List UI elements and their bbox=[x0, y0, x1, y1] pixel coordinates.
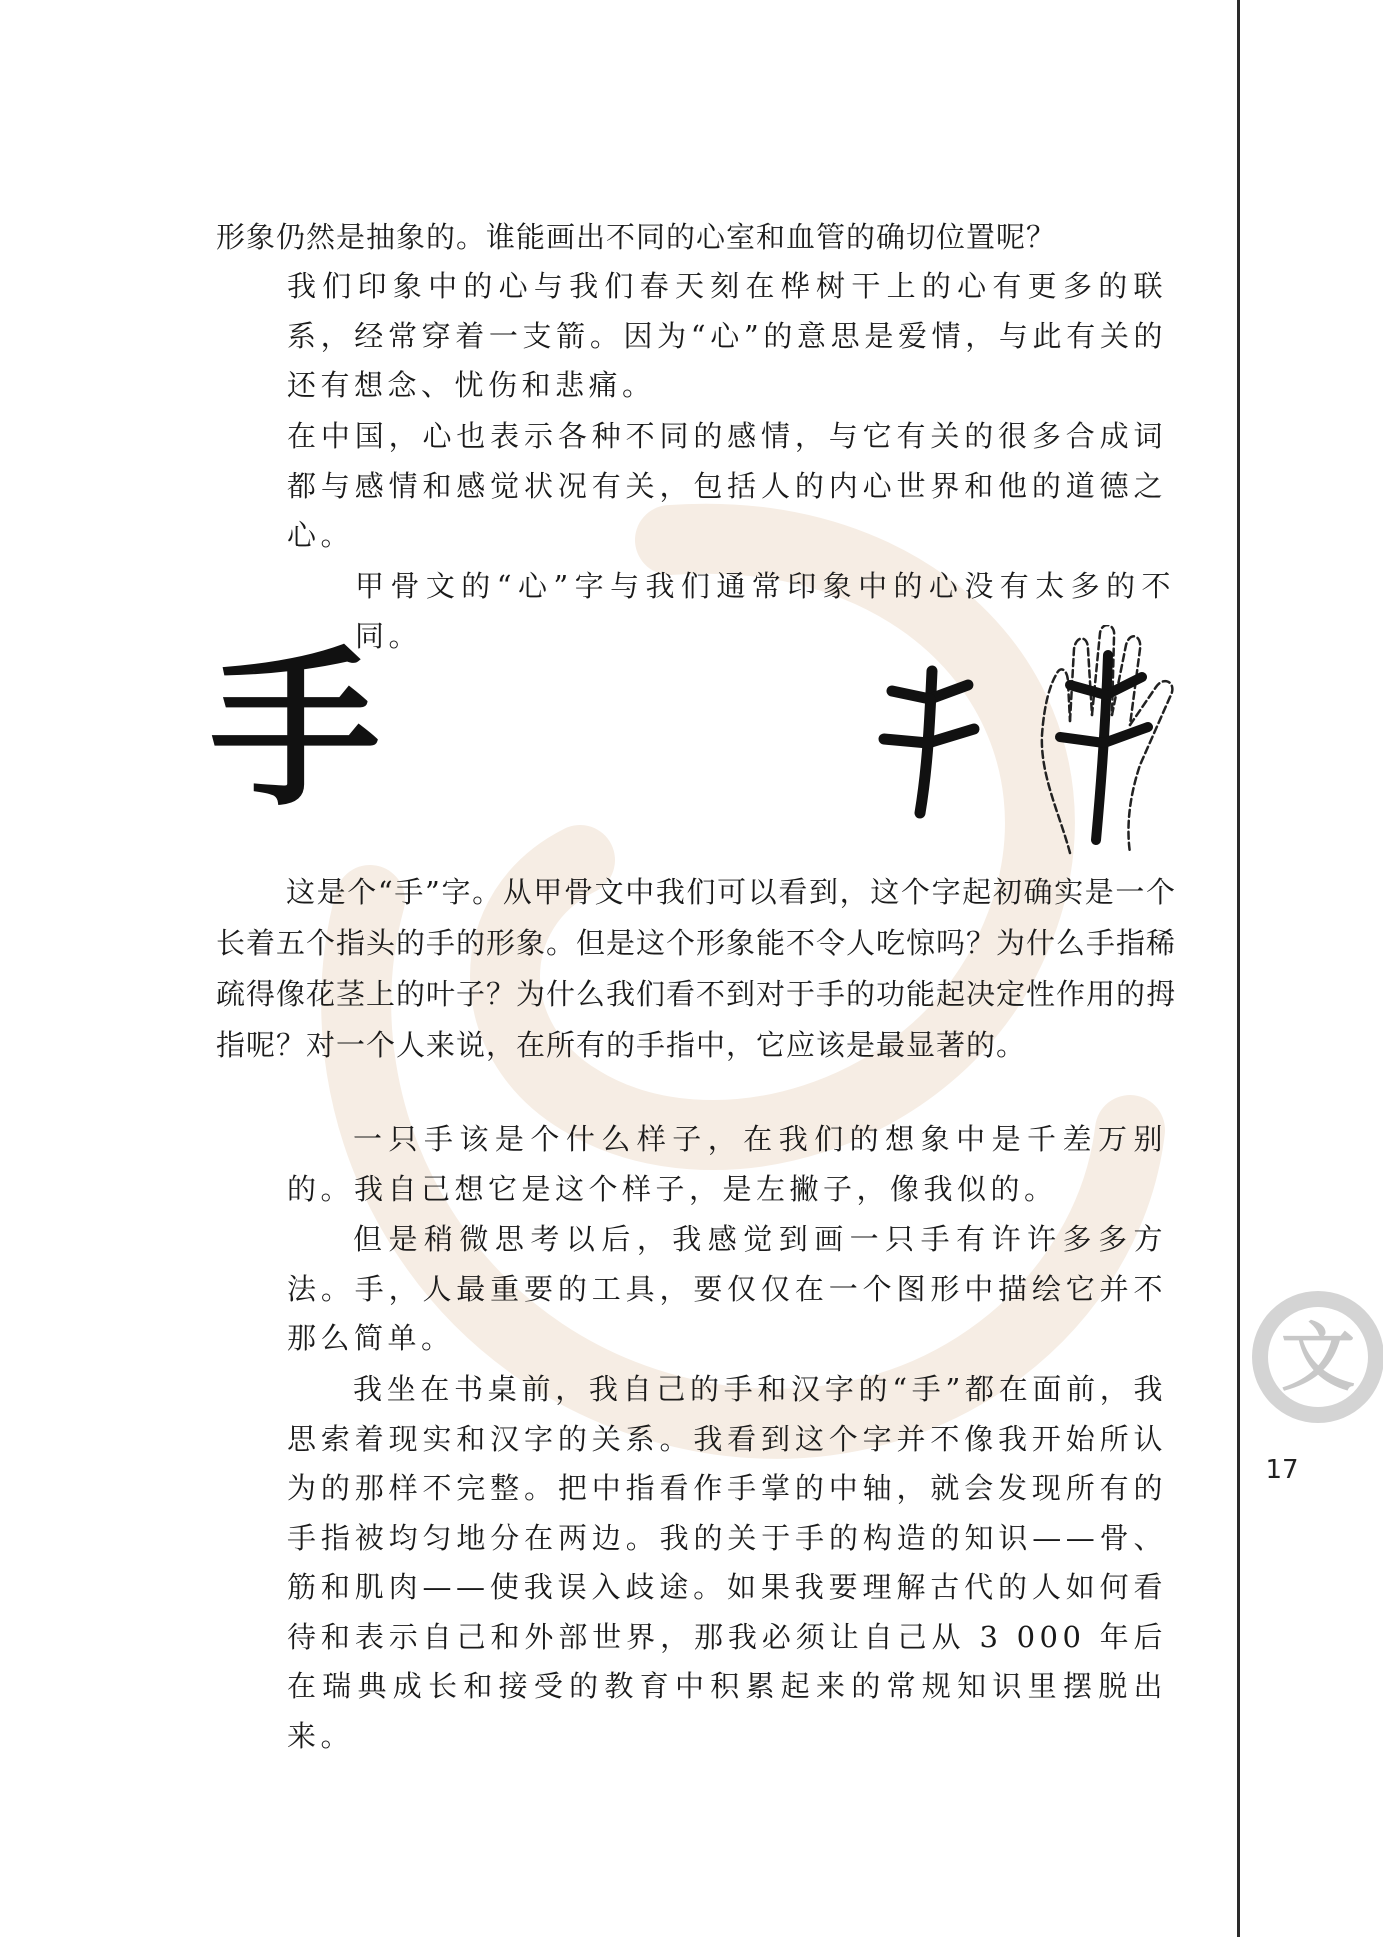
paragraph-heart-impression bbox=[287, 262, 1167, 411]
chapter-seal-badge bbox=[1240, 1285, 1383, 1428]
paragraph-heart-china-text: 在中国，心也表示各种不同的感情，与它有关的很多合成词都与感情和感觉状况有关，包括人的内心世界和他的道德之心。 bbox=[287, 419, 1167, 552]
seal-character: 文 bbox=[1281, 1315, 1355, 1401]
modern-hand-character-glyph: 手 bbox=[210, 630, 381, 830]
oracle-bone-hand-glyph bbox=[870, 665, 990, 820]
paragraph-oracle-heart-text: 甲骨文的“心”字与我们通常印象中的心没有太多的不同。 bbox=[355, 569, 1175, 653]
page-number: 17 bbox=[1265, 1455, 1299, 1485]
paragraph-continuation: 形象仍然是抽象的。谁能画出不同的心室和血管的确切位置呢？ bbox=[216, 220, 1057, 254]
hand-outline-illustration bbox=[1030, 625, 1180, 855]
paragraph-desk-reflection: 我坐在书桌前，我自己的手和汉字的“手”都在面前，我思索着现实和汉字的关系。我看到这个字并不像我开始所认为的那样不完整。把中指看作手掌的中轴，就会发现所有的手指被均匀地分在两边。我的关于手的构造的知识——骨、筋和肌肉——使我误入歧途。如果我要理解古代的人如何看待和表示自己和外部世界，那我必须让自己从 3 000 年后在瑞典成长和接受的教育中积累起来的常规知识里摆脱出来。 bbox=[287, 1372, 1167, 1753]
paragraph-hand-character: 这是个“手”字。从甲骨文中我们可以看到，这个字起初确实是一个长着五个指头的手的形象。但是这个形象能不令人吃惊吗？为什么手指稀疏得像花茎上的叶子？为什么我们看不到对于手的功能起决定性作用的拇指呢？对一个人来说，在所有的手指中，它应该是最显著的。 bbox=[216, 875, 1177, 1062]
paragraph-heart-impression-text: 我们印象中的心与我们春天刻在桦树干上的心有更多的联系，经常穿着一支箭。因为“心”的意思是爱情，与此有关的还有想念、忧伤和悲痛。 bbox=[287, 269, 1167, 402]
margin-rule bbox=[1237, 0, 1240, 1937]
paragraph-hand-methods: 但是稍微思考以后，我感觉到画一只手有许许多多方法。手，人最重要的工具，要仅仅在一个图形中描绘它并不那么简单。 bbox=[287, 1222, 1167, 1355]
modern-hand-character bbox=[210, 630, 381, 830]
paragraph-heart-china bbox=[287, 412, 1167, 561]
paragraph-hand-imagination: 一只手该是个什么样子，在我们的想象中是千差万别的。我自己想它是这个样子，是左撇子，像我似的。 bbox=[287, 1122, 1167, 1206]
